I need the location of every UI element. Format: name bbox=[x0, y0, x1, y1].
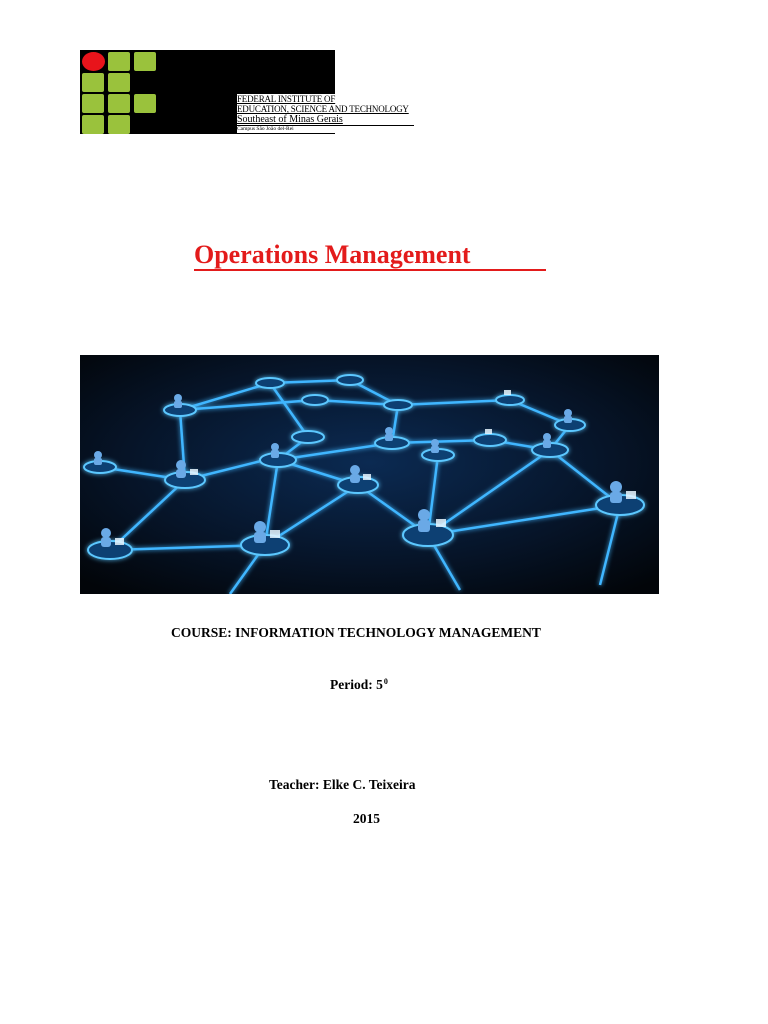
period-label: Period: 5 bbox=[330, 677, 383, 692]
logo-green-square bbox=[108, 94, 130, 113]
course-line: COURSE: INFORMATION TECHNOLOGY MANAGEMENT bbox=[171, 625, 541, 640]
logo-text bbox=[237, 94, 414, 133]
period-superscript: 0 bbox=[383, 677, 388, 686]
logo-green-square bbox=[134, 52, 156, 71]
institute-logo bbox=[80, 50, 409, 134]
logo-line-4: Campus São João del-Rei bbox=[237, 125, 414, 133]
logo-green-square bbox=[108, 115, 130, 134]
logo-green-square bbox=[82, 94, 104, 113]
logo-line-3: Southeast of Minas Gerais bbox=[237, 114, 343, 125]
logo-green-square bbox=[108, 52, 130, 71]
year-line: 2015 bbox=[353, 811, 380, 826]
network-illustration bbox=[80, 355, 659, 594]
teacher-line: Teacher: Elke C. Teixeira bbox=[269, 777, 416, 792]
logo-line-2: EDUCATION, SCIENCE AND TECHNOLOGY bbox=[237, 104, 409, 114]
document-title: Operations Management bbox=[194, 240, 471, 269]
logo-green-square bbox=[82, 73, 104, 92]
logo-green-square bbox=[82, 115, 104, 134]
period-line bbox=[330, 677, 388, 693]
logo-line-1: FEDERAL INSTITUTE OF bbox=[237, 94, 336, 104]
logo-green-square bbox=[134, 94, 156, 113]
logo-red-circle bbox=[82, 52, 105, 71]
logo-green-square bbox=[108, 73, 130, 92]
title-underline bbox=[194, 269, 546, 271]
